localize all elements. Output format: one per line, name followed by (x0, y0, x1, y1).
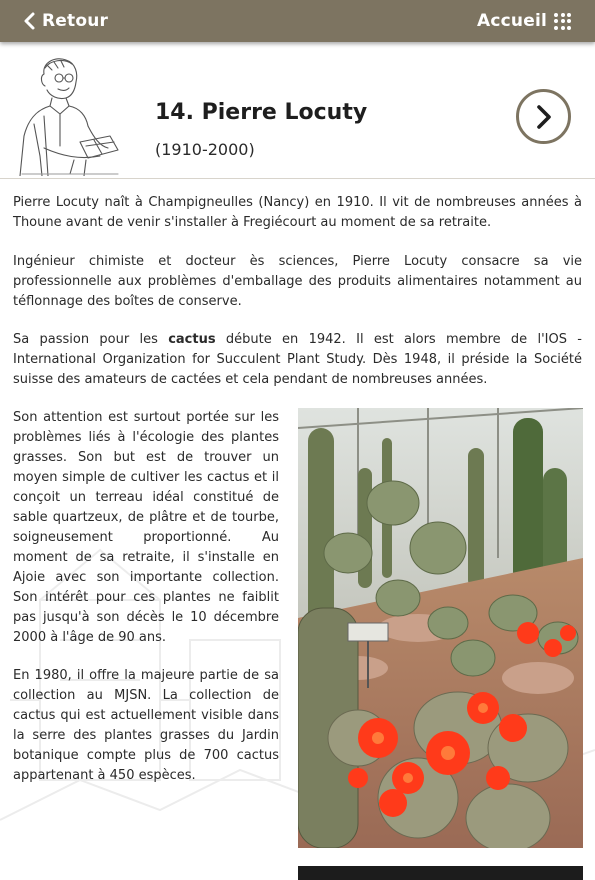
next-button[interactable] (516, 89, 571, 144)
cactus-greenhouse-photo[interactable] (298, 408, 583, 848)
chevron-right-icon (532, 103, 556, 131)
top-bar (0, 0, 595, 42)
paragraph-4: Son attention est surtout portée sur les problèmes liés à l'écologie des plantes grasses. Son but est de trouver un moyen simple de cultiver les cactus et il conçoit un terreau idéal constitué de sable quartzeux, de plâtre et de tourbe, soigneusement proportionné. Au moment de sa retraite, il s'installe en Ajoie avec son importante collection. Son intérêt pour ces plantes ne faiblit pas jusqu'à son décès le 10 décembre 2000 à l'âge de 90 ans. (13, 410, 279, 645)
grid-icon (554, 13, 571, 30)
person-header (0, 42, 595, 179)
paragraph-3 (13, 330, 582, 390)
paragraph-2: Ingénieur chimiste et docteur ès sciences, Pierre Locuty consacre sa vie professionnelle aux problèmes d'emballage des produits alimentaires notamment au téflonnage des boîtes de conserve. (13, 254, 582, 309)
back-button[interactable] (22, 9, 108, 33)
home-button[interactable] (477, 9, 571, 33)
page-title: 14. Pierre Locuty (155, 100, 368, 125)
content-area (0, 180, 595, 880)
paragraph-1: Pierre Locuty naît à Champigneulles (Nancy) en 1910. Il vit de nombreuses années à Thoune avant de venir s'installer à Fregiécourt au moment de sa retraite. (13, 195, 582, 230)
bold-cactus: cactus (168, 332, 216, 347)
life-dates: (1910-2000) (155, 140, 255, 159)
second-photo[interactable] (298, 866, 583, 880)
home-label: Accueil (477, 11, 547, 31)
portrait-illustration (14, 56, 124, 176)
back-label: Retour (42, 11, 109, 31)
paragraph-3-start: Sa passion pour les (13, 332, 169, 347)
paragraph-5: En 1980, il offre la majeure partie de sa collection au MJSN. La collection de cactus qui est actuellement visible dans la serre des plantes grasses du Jardin botanique compte plus de 700 cactus appartenant à 450 espèces. (13, 668, 279, 783)
paragraph-3-end: débute en 1942. Il est alors membre de l'IOS - International Organization for Succulent Plant Study. Dès 1948, il préside la Société suisse des amateurs de cactées et cela pendant de nombreuses années. (13, 332, 582, 387)
chevron-left-icon (22, 11, 38, 31)
